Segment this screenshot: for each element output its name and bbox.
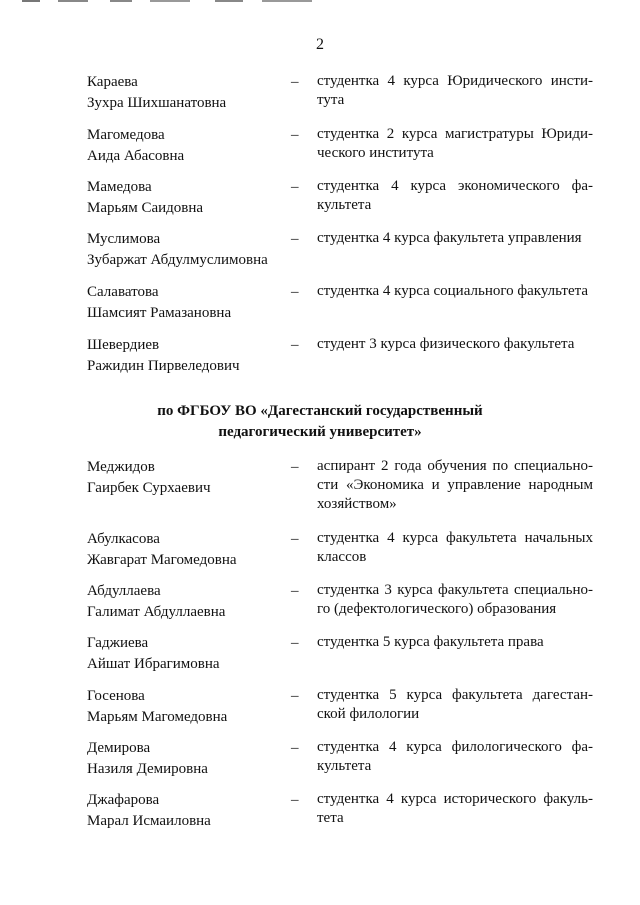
section-heading-line: педагогический университет» (218, 424, 422, 440)
dash: – (291, 231, 299, 247)
list-item (0, 335, 640, 379)
description-line: го (дефектологического) образования (317, 601, 557, 617)
dash: – (291, 740, 299, 756)
description-line: студентка 5 курса факультета дагестан- (317, 687, 593, 703)
surname: Муслимова (87, 231, 161, 247)
dash: – (291, 337, 299, 353)
description-line: хозяйством» (317, 496, 397, 512)
given-names: Шамсият Рамазановна (87, 305, 232, 321)
description-line: ской филологии (317, 706, 420, 722)
dash: – (291, 583, 299, 599)
list-item (0, 529, 640, 573)
person-name (87, 229, 287, 271)
person-name (87, 457, 287, 499)
person-name (87, 335, 287, 377)
description-line: аспирант 2 года обучения по специально- (317, 458, 593, 474)
description (317, 282, 593, 301)
person-name (87, 633, 287, 675)
description (317, 633, 593, 652)
list-item (0, 282, 640, 326)
description-line: ческого института (317, 145, 434, 161)
given-names: Марьям Магомедовна (87, 709, 228, 725)
person-name (87, 686, 287, 728)
description (317, 335, 593, 354)
list-item (0, 229, 640, 273)
dash: – (291, 635, 299, 651)
person-name (87, 790, 287, 832)
surname: Гаджиева (87, 635, 149, 651)
description (317, 177, 593, 215)
surname: Джафарова (87, 792, 160, 808)
section-heading (0, 401, 640, 443)
given-names: Галимат Абдуллаевна (87, 604, 226, 620)
dash: – (291, 792, 299, 808)
given-names: Марьям Саидовна (87, 200, 204, 216)
person-name (87, 125, 287, 167)
description (317, 125, 593, 163)
dash: – (291, 179, 299, 195)
given-names: Аида Абасовна (87, 148, 185, 164)
description (317, 790, 593, 828)
list-item (0, 633, 640, 677)
description (317, 529, 593, 567)
person-name (87, 738, 287, 780)
dash: – (291, 127, 299, 143)
description-line: студентка 4 курса исторического факуль- (317, 791, 593, 807)
person-name (87, 72, 287, 114)
list-item (0, 686, 640, 730)
list-item (0, 177, 640, 221)
description-line: тета (317, 810, 344, 826)
description (317, 457, 593, 514)
list-item (0, 581, 640, 625)
description-line: сти «Экономика и управление народным (317, 477, 593, 493)
description-line: культета (317, 197, 372, 213)
surname: Демирова (87, 740, 151, 756)
description (317, 229, 593, 248)
surname: Салаватова (87, 284, 159, 300)
given-names: Марал Исмаиловна (87, 813, 211, 829)
given-names: Зубаржат Абдулмуслимовна (87, 252, 268, 268)
list-item (0, 457, 640, 521)
surname: Магомедова (87, 127, 165, 143)
dash: – (291, 284, 299, 300)
description-line: классов (317, 549, 367, 565)
description-line: студентка 4 курса Юридического инсти- (317, 73, 593, 89)
given-names: Айшат Ибрагимовна (87, 656, 220, 672)
description-line: тута (317, 92, 345, 108)
scan-edge-marks (0, 0, 640, 4)
given-names: Гаирбек Сурхаевич (87, 480, 211, 496)
dash: – (291, 459, 299, 475)
dash: – (291, 531, 299, 547)
given-names: Жавгарат Магомедовна (87, 552, 237, 568)
person-name (87, 177, 287, 219)
dash: – (291, 688, 299, 704)
given-names: Назиля Демировна (87, 761, 208, 777)
description-line: студентка 4 курса социального факультета (317, 283, 589, 299)
surname: Караева (87, 74, 138, 90)
description (317, 686, 593, 724)
list-item (0, 738, 640, 782)
description-line: студентка 4 курса факультета управления (317, 230, 582, 246)
list-item (0, 125, 640, 169)
person-name (87, 529, 287, 571)
page-number: 2 (316, 36, 324, 53)
given-names: Ражидин Пирвеледович (87, 358, 240, 374)
description-line: студентка 2 курса магистратуры Юриди- (317, 126, 593, 142)
person-name (87, 581, 287, 623)
surname: Шевердиев (87, 337, 160, 353)
description (317, 581, 593, 619)
description-line: студентка 5 курса факультета права (317, 634, 544, 650)
surname: Абулкасова (87, 531, 160, 547)
section-heading-line: по ФГБОУ ВО «Дагестанский государственный (157, 403, 483, 419)
surname: Госенова (87, 688, 145, 704)
surname: Мамедова (87, 179, 152, 195)
description-line: студентка 3 курса факультета специально- (317, 582, 593, 598)
description-line: студент 3 курса физического факультета (317, 336, 575, 352)
surname: Абдуллаева (87, 583, 161, 599)
list-item (0, 790, 640, 834)
surname: Меджидов (87, 459, 155, 475)
description (317, 738, 593, 776)
description-line: студентка 4 курса экономического фа- (317, 178, 593, 194)
description-line: культета (317, 758, 372, 774)
description (317, 72, 593, 110)
dash: – (291, 74, 299, 90)
person-name (87, 282, 287, 324)
description-line: студентка 4 курса филологического фа- (317, 739, 593, 755)
description-line: студентка 4 курса факультета начальных (317, 530, 593, 546)
list-item (0, 72, 640, 116)
given-names: Зухра Шихшанатовна (87, 95, 227, 111)
